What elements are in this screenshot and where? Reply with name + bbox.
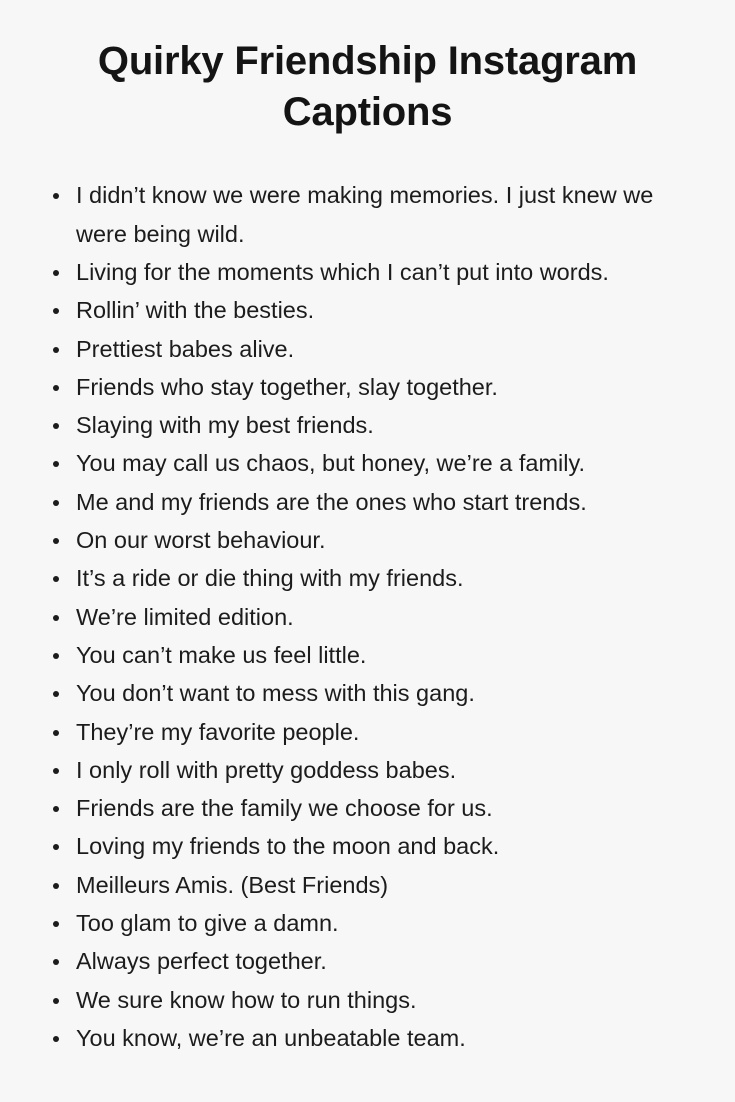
list-item: Prettiest babes alive. [40,330,695,368]
list-item: Me and my friends are the ones who start trends. [40,483,695,521]
list-item: You know, we’re an unbeatable team. [40,1019,695,1057]
list-item: I only roll with pretty goddess babes. [40,751,695,789]
list-item: You may call us chaos, but honey, we’re a family. [40,444,695,482]
list-item: Living for the moments which I can’t put into words. [40,253,695,291]
list-item: We sure know how to run things. [40,981,695,1019]
list-item: Meilleurs Amis. (Best Friends) [40,866,695,904]
list-item: Friends are the family we choose for us. [40,789,695,827]
list-item: You can’t make us feel little. [40,636,695,674]
list-item: Rollin’ with the besties. [40,291,695,329]
list-item: I didn’t know we were making memories. I just knew we were being wild. [40,176,695,253]
list-item: Too glam to give a damn. [40,904,695,942]
page-title: Quirky Friendship Instagram Captions [97,39,638,135]
list-item: You don’t want to mess with this gang. [40,674,695,712]
list-item: Always perfect together. [40,942,695,980]
list-item: Slaying with my best friends. [40,406,695,444]
list-item: On our worst behaviour. [40,521,695,559]
list-item: They’re my favorite people. [40,713,695,751]
list-item: We’re limited edition. [40,598,695,636]
list-item: Friends who stay together, slay together. [40,368,695,406]
list-item: It’s a ride or die thing with my friends. [40,559,695,597]
caption-list [40,176,695,1057]
list-item: Loving my friends to the moon and back. [40,827,695,865]
